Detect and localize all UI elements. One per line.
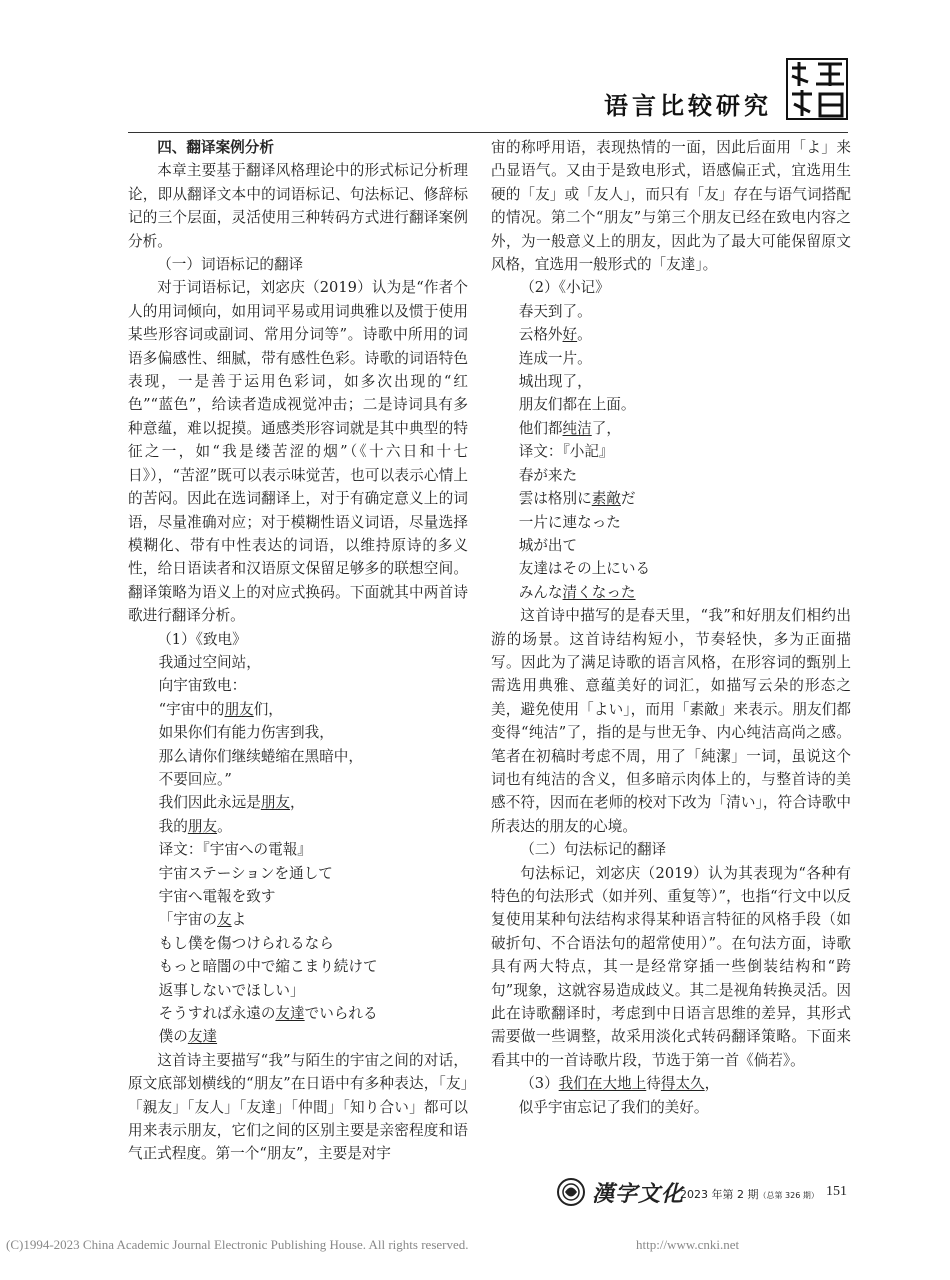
poem-line: 连成一片。 — [518, 349, 592, 367]
translation-line: 春が来た — [518, 466, 578, 484]
translation-line: もし僕を傷つけられるなら — [158, 934, 334, 952]
issue-info: 2023 年第 2 期（总第 326 期） — [680, 1188, 819, 1201]
poem-line: 他们都纯洁了， — [518, 419, 621, 437]
poem1 — [128, 651, 468, 1049]
translation-line: 宇宙ステーションを通して — [158, 864, 333, 882]
right-column — [491, 136, 851, 1119]
poem-line: 春天到了。 — [518, 302, 592, 320]
translation-line: 僕の友達 — [158, 1028, 218, 1046]
translation-line: 「宇宙の友よ — [158, 911, 247, 929]
analysis-paragraph-2: 这首诗中描写的是春天里，“我”和好朋友们相约出游的场景。这首诗结构短小，节奏轻快，多为正面描写。因此为了满足诗歌的语言风格，在形容词的甄别上需选用典雅、意蕴美好的词汇，如描写云朵的形态之美，避免使用「よい」，而用「素敵」来表示。朋友们都变得“纯洁”了，指的是与世无争、内心纯洁高尚之感。笔者在初稿时考虑不周，用了「純潔」一词，虽说这个词也有纯洁的含义，但多暗示肉体上的，与整首诗的美感不符，因而在老师的校对下改为「清い」，符合诗歌中所表达的朋友的心境。 — [491, 607, 851, 835]
translation-line: 宇宙へ電報を致す — [158, 888, 276, 905]
poem-line: 我的朋友。 — [158, 817, 232, 835]
analysis-paragraph-1-cont: 宙的称呼用语，表现热情的一面，因此后面用「よ」来凸显语气。又由于是致电形式，语感偏正式，宜选用生硬的「友」或「友人」，而只有「友」存在与语气词搭配的情况。第二个“朋友”与第三个朋友已经在致电内容之外，为一般意义上的朋友，因此为了最大可能保留原文风格，宜选用一般形式的「友達」。 — [491, 139, 851, 274]
translation-title: 译文：『宇宙への電報』 — [158, 841, 312, 859]
poem3-line: 似乎宇宙忘记了我们的美好。 — [518, 1098, 709, 1116]
journal-emblem-icon — [556, 1177, 586, 1207]
poem-line: “宇宙中的朋友们， — [158, 700, 283, 718]
poem-line: 向宇宙致电： — [158, 677, 247, 695]
copyright-text: (C)1994-2023 China Academic Journal Electronic Publishing House. All rights reserved. — [6, 1237, 469, 1252]
translation-line: そうすれば永遠の友達でいられる — [158, 1005, 378, 1023]
analysis-paragraph-1: 这首诗主要描写“我”与陌生的宇宙之间的对话，原文底部划横线的“朋友”在日语中有多种表达，「友」「親友」「友人」「友達」「仲間」「知り合い」都可以用来表示朋友，它们之间的区别主要是亲密程度和语气正式程度。第一个“朋友”，主要是对宇 — [128, 1051, 468, 1163]
poem-line: 我们因此永远是朋友， — [158, 794, 305, 812]
poem-line: 不要回应。” — [158, 770, 232, 788]
section-title: 语言比较研究 — [604, 91, 772, 120]
poem3-line: （3）我们在大地上待得太久， — [520, 1075, 720, 1093]
translation-title: 译文：『小記』 — [518, 443, 614, 461]
section-heading: 四、翻译案例分析 — [157, 139, 274, 156]
poem-line: 云格外好。 — [518, 326, 592, 344]
translation-line: 友達はその上にいる — [518, 560, 651, 578]
header-rule — [128, 132, 848, 133]
paragraph-word-markers: 对于词语标记，刘宓庆（2019）认为是“作者个人的用词倾向，如用词平易或用词典雅以及惯于使用某些形容词或副词、常用分词等”。诗歌中所用的词语多偏感性、细腻，带有感性色彩。诗歌的词语特色表现，一是善于运用色彩词，如多次出现的“红色”“蓝色”，给读者造成视觉冲击；二是诗词具有多种意蕴，难以捉摸。通感类形容词就是其中典型的特征之一，如“我是缕苦涩的烟”（《十六日和十七日》），“苦涩”既可以表示味觉苦，也可以表示心情上的苦闷。因此在选词翻译上，对于有确定意义上的词语，尽量准确对应；对于模糊性语义词语，尽量选择模糊化、带有中性表达的词语，以维持原诗的多义性，给日语读者和汉语原文保留足够多的联想空间。翻译策略为语义上的对应式换码。下面就其中两首诗歌进行翻译分析。 — [128, 279, 468, 625]
poem-line: 如果你们有能力伤害到我， — [158, 724, 334, 742]
poem-line: 那么请你们继续蜷缩在黑暗中， — [158, 747, 363, 765]
translation-line: 雲は格別に素敵だ — [518, 490, 636, 508]
intro-paragraph: 本章主要基于翻译风格理论中的形式标记分析理论，即从翻译文本中的词语标记、句法标记、修辞标记的三个层面，灵活使用三种转码方式进行翻译案例分析。 — [128, 162, 468, 250]
journal-name: 漢字文化 — [592, 1180, 685, 1207]
poem-line: 城出现了， — [518, 373, 592, 391]
subsection-heading-2: （二）句法标记的翻译 — [520, 841, 667, 859]
left-column — [128, 136, 468, 1166]
translation-line: もっと暗闇の中で縮こまり続けて — [158, 958, 378, 976]
poem-line: 我通过空间站， — [158, 653, 261, 671]
page-number: 151 — [826, 1184, 847, 1199]
journal-brand — [556, 1172, 684, 1212]
translation-line: 返事しないでほしい」 — [158, 981, 305, 999]
copyright-url: http://www.cnki.net — [636, 1237, 740, 1252]
translation-line: みんな清くなった — [518, 583, 636, 601]
translation-line: 城が出て — [518, 536, 578, 554]
poem-line: 朋友们都在上面。 — [518, 396, 636, 414]
journal-logo — [786, 58, 848, 120]
paragraph-syntax-markers: 句法标记，刘宓庆（2019）认为其表现为“各种有特色的句法形式（如并列、重复等）”，也指“行文中以反复使用某种句法结构求得某种语言特征的风格手段（如破折句、不合语法句的超常使用）”。在句法方面，诗歌具有两大特点，其一是经常穿插一些倒装结构和“跨句”现象，这就容易造成歧义。其二是视角转换灵活。因此在诗歌翻译时，考虑到中日语言思维的差异，其形式需要做一些调整，故采用淡化式转码翻译策略。下面来看其中的一首诗歌片段，节选于第一首《倘若》。 — [491, 864, 851, 1069]
subsection-heading-1: （一）词语标记的翻译 — [157, 256, 304, 274]
poem2-title: （2）《小记》 — [520, 279, 610, 297]
poem2 — [491, 300, 851, 604]
poem1-title: （1）《致电》 — [157, 630, 247, 648]
translation-line: 一片に連なった — [518, 513, 621, 531]
